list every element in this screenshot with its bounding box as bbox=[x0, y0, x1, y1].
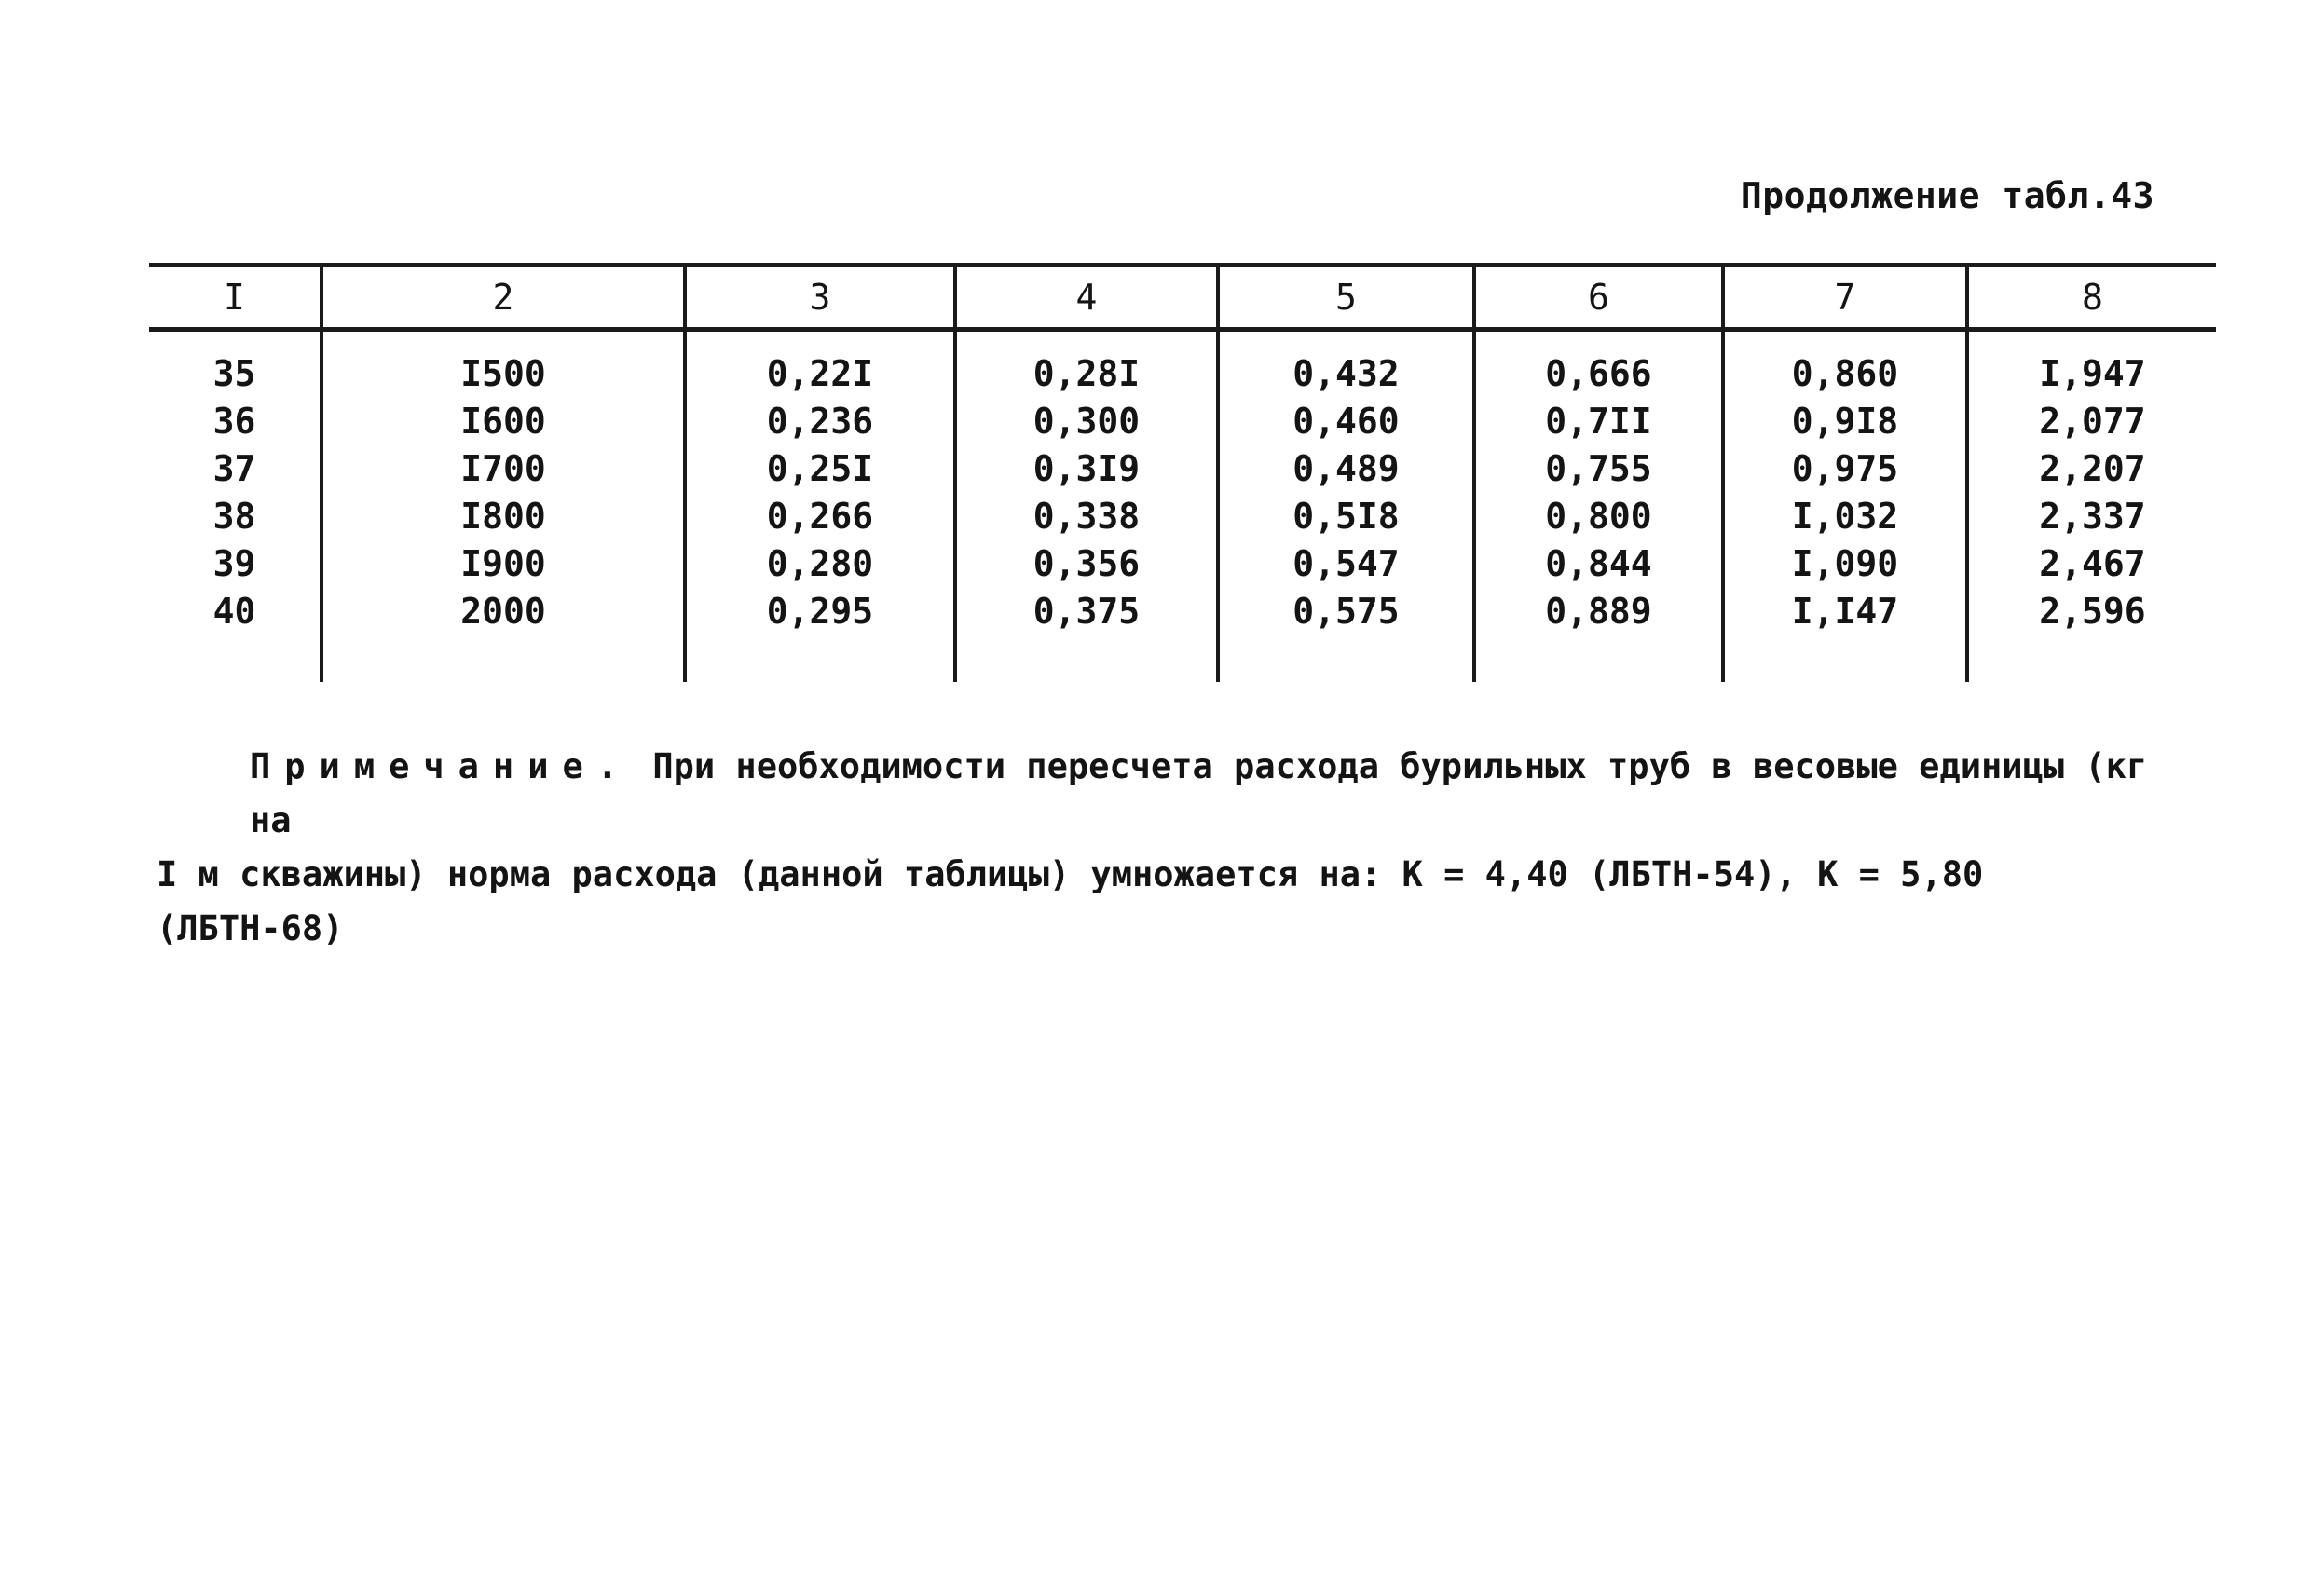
table-cell: I900 bbox=[321, 540, 685, 588]
table-cell: 39 bbox=[212, 543, 256, 584]
column-header: 8 bbox=[1967, 266, 2216, 330]
table-cell: 2,467 bbox=[1967, 540, 2216, 588]
table-bottom-spacer bbox=[149, 635, 2216, 682]
table-cell: 0,489 bbox=[1218, 445, 1474, 493]
note-line-2: I м скважины) норма расхода (данной таблицы) умножается на: К = 4,40 (ЛБТН-54), К = 5,80 (ЛБТН-68) bbox=[157, 854, 1984, 948]
table-cell: 0,375 bbox=[955, 588, 1218, 635]
table-cell: 0,975 bbox=[1723, 445, 1967, 493]
table-header-row bbox=[149, 266, 2216, 330]
table-cell: 0,432 bbox=[1218, 330, 1474, 399]
table-cell: 2000 bbox=[321, 588, 685, 635]
table-cell: 0,5I8 bbox=[1218, 493, 1474, 540]
table-cell: 0,860 bbox=[1723, 330, 1967, 399]
table-cell: I,947 bbox=[1967, 330, 2216, 399]
column-header: 2 bbox=[321, 266, 685, 330]
spacer-cell bbox=[149, 635, 321, 682]
table-cell: 0,755 bbox=[1474, 445, 1723, 493]
spacer-cell bbox=[321, 635, 685, 682]
table-cell: 2,207 bbox=[1967, 445, 2216, 493]
data-table bbox=[149, 263, 2216, 682]
table-cell: I800 bbox=[321, 493, 685, 540]
table-cell: 0,25I bbox=[685, 445, 955, 493]
table-cell: 0,338 bbox=[955, 493, 1218, 540]
table-cell: 2,337 bbox=[1967, 493, 2216, 540]
table-cell: 35 bbox=[212, 353, 256, 394]
spacer-cell bbox=[955, 635, 1218, 682]
column-header: 5 bbox=[1218, 266, 1474, 330]
column-header: I bbox=[149, 266, 321, 330]
table-cell: 2,596 bbox=[1967, 588, 2216, 635]
column-header: 4 bbox=[955, 266, 1218, 330]
table-row bbox=[149, 398, 2216, 445]
note-heading: Примечание. bbox=[250, 746, 633, 786]
table-cell: 0,9I8 bbox=[1723, 398, 1967, 445]
column-header: 3 bbox=[685, 266, 955, 330]
table-note bbox=[157, 740, 2160, 956]
table-cell: I600 bbox=[321, 398, 685, 445]
table-cell: 0,236 bbox=[685, 398, 955, 445]
spacer-cell bbox=[1967, 635, 2216, 682]
spacer-cell bbox=[1474, 635, 1723, 682]
table-cell: 0,300 bbox=[955, 398, 1218, 445]
table-cell: 37 bbox=[212, 448, 256, 489]
table-cell: 0,844 bbox=[1474, 540, 1723, 588]
table-cell: 38 bbox=[212, 496, 256, 537]
note-line-1 bbox=[157, 740, 2160, 848]
note-text-1: При необходимости пересчета расхода бурильных труб в весовые единицы (кг на bbox=[250, 746, 2148, 840]
table-cell: 0,547 bbox=[1218, 540, 1474, 588]
table-cell: 0,7II bbox=[1474, 398, 1723, 445]
table-cell: 40 bbox=[212, 591, 256, 632]
spacer-cell bbox=[1218, 635, 1474, 682]
table-cell: 0,295 bbox=[685, 588, 955, 635]
table-row bbox=[149, 445, 2216, 493]
table-row bbox=[149, 588, 2216, 635]
table-cell: 2,077 bbox=[1967, 398, 2216, 445]
column-header: 7 bbox=[1723, 266, 1967, 330]
spacer-cell bbox=[1723, 635, 1967, 682]
table-cell: 0,280 bbox=[685, 540, 955, 588]
table-cell: 0,460 bbox=[1218, 398, 1474, 445]
table-cell: 0,22I bbox=[685, 330, 955, 399]
table-cell: I700 bbox=[321, 445, 685, 493]
table-caption: Продолжение табл.43 bbox=[1740, 175, 2154, 216]
table-cell: 36 bbox=[212, 401, 256, 442]
column-header: 6 bbox=[1474, 266, 1723, 330]
table-cell: I,032 bbox=[1723, 493, 1967, 540]
table-cell: 0,356 bbox=[955, 540, 1218, 588]
table-cell: 0,666 bbox=[1474, 330, 1723, 399]
table-cell: I500 bbox=[321, 330, 685, 399]
table-cell: I,090 bbox=[1723, 540, 1967, 588]
table-cell: 0,889 bbox=[1474, 588, 1723, 635]
table-row bbox=[149, 493, 2216, 540]
table-cell: 0,800 bbox=[1474, 493, 1723, 540]
table-cell: 0,3I9 bbox=[955, 445, 1218, 493]
table-row bbox=[149, 330, 2216, 399]
table-row bbox=[149, 540, 2216, 588]
spacer-cell bbox=[685, 635, 955, 682]
table-cell: 0,575 bbox=[1218, 588, 1474, 635]
table-cell: 0,266 bbox=[685, 493, 955, 540]
table-cell: 0,28I bbox=[955, 330, 1218, 399]
table-cell: I,I47 bbox=[1723, 588, 1967, 635]
